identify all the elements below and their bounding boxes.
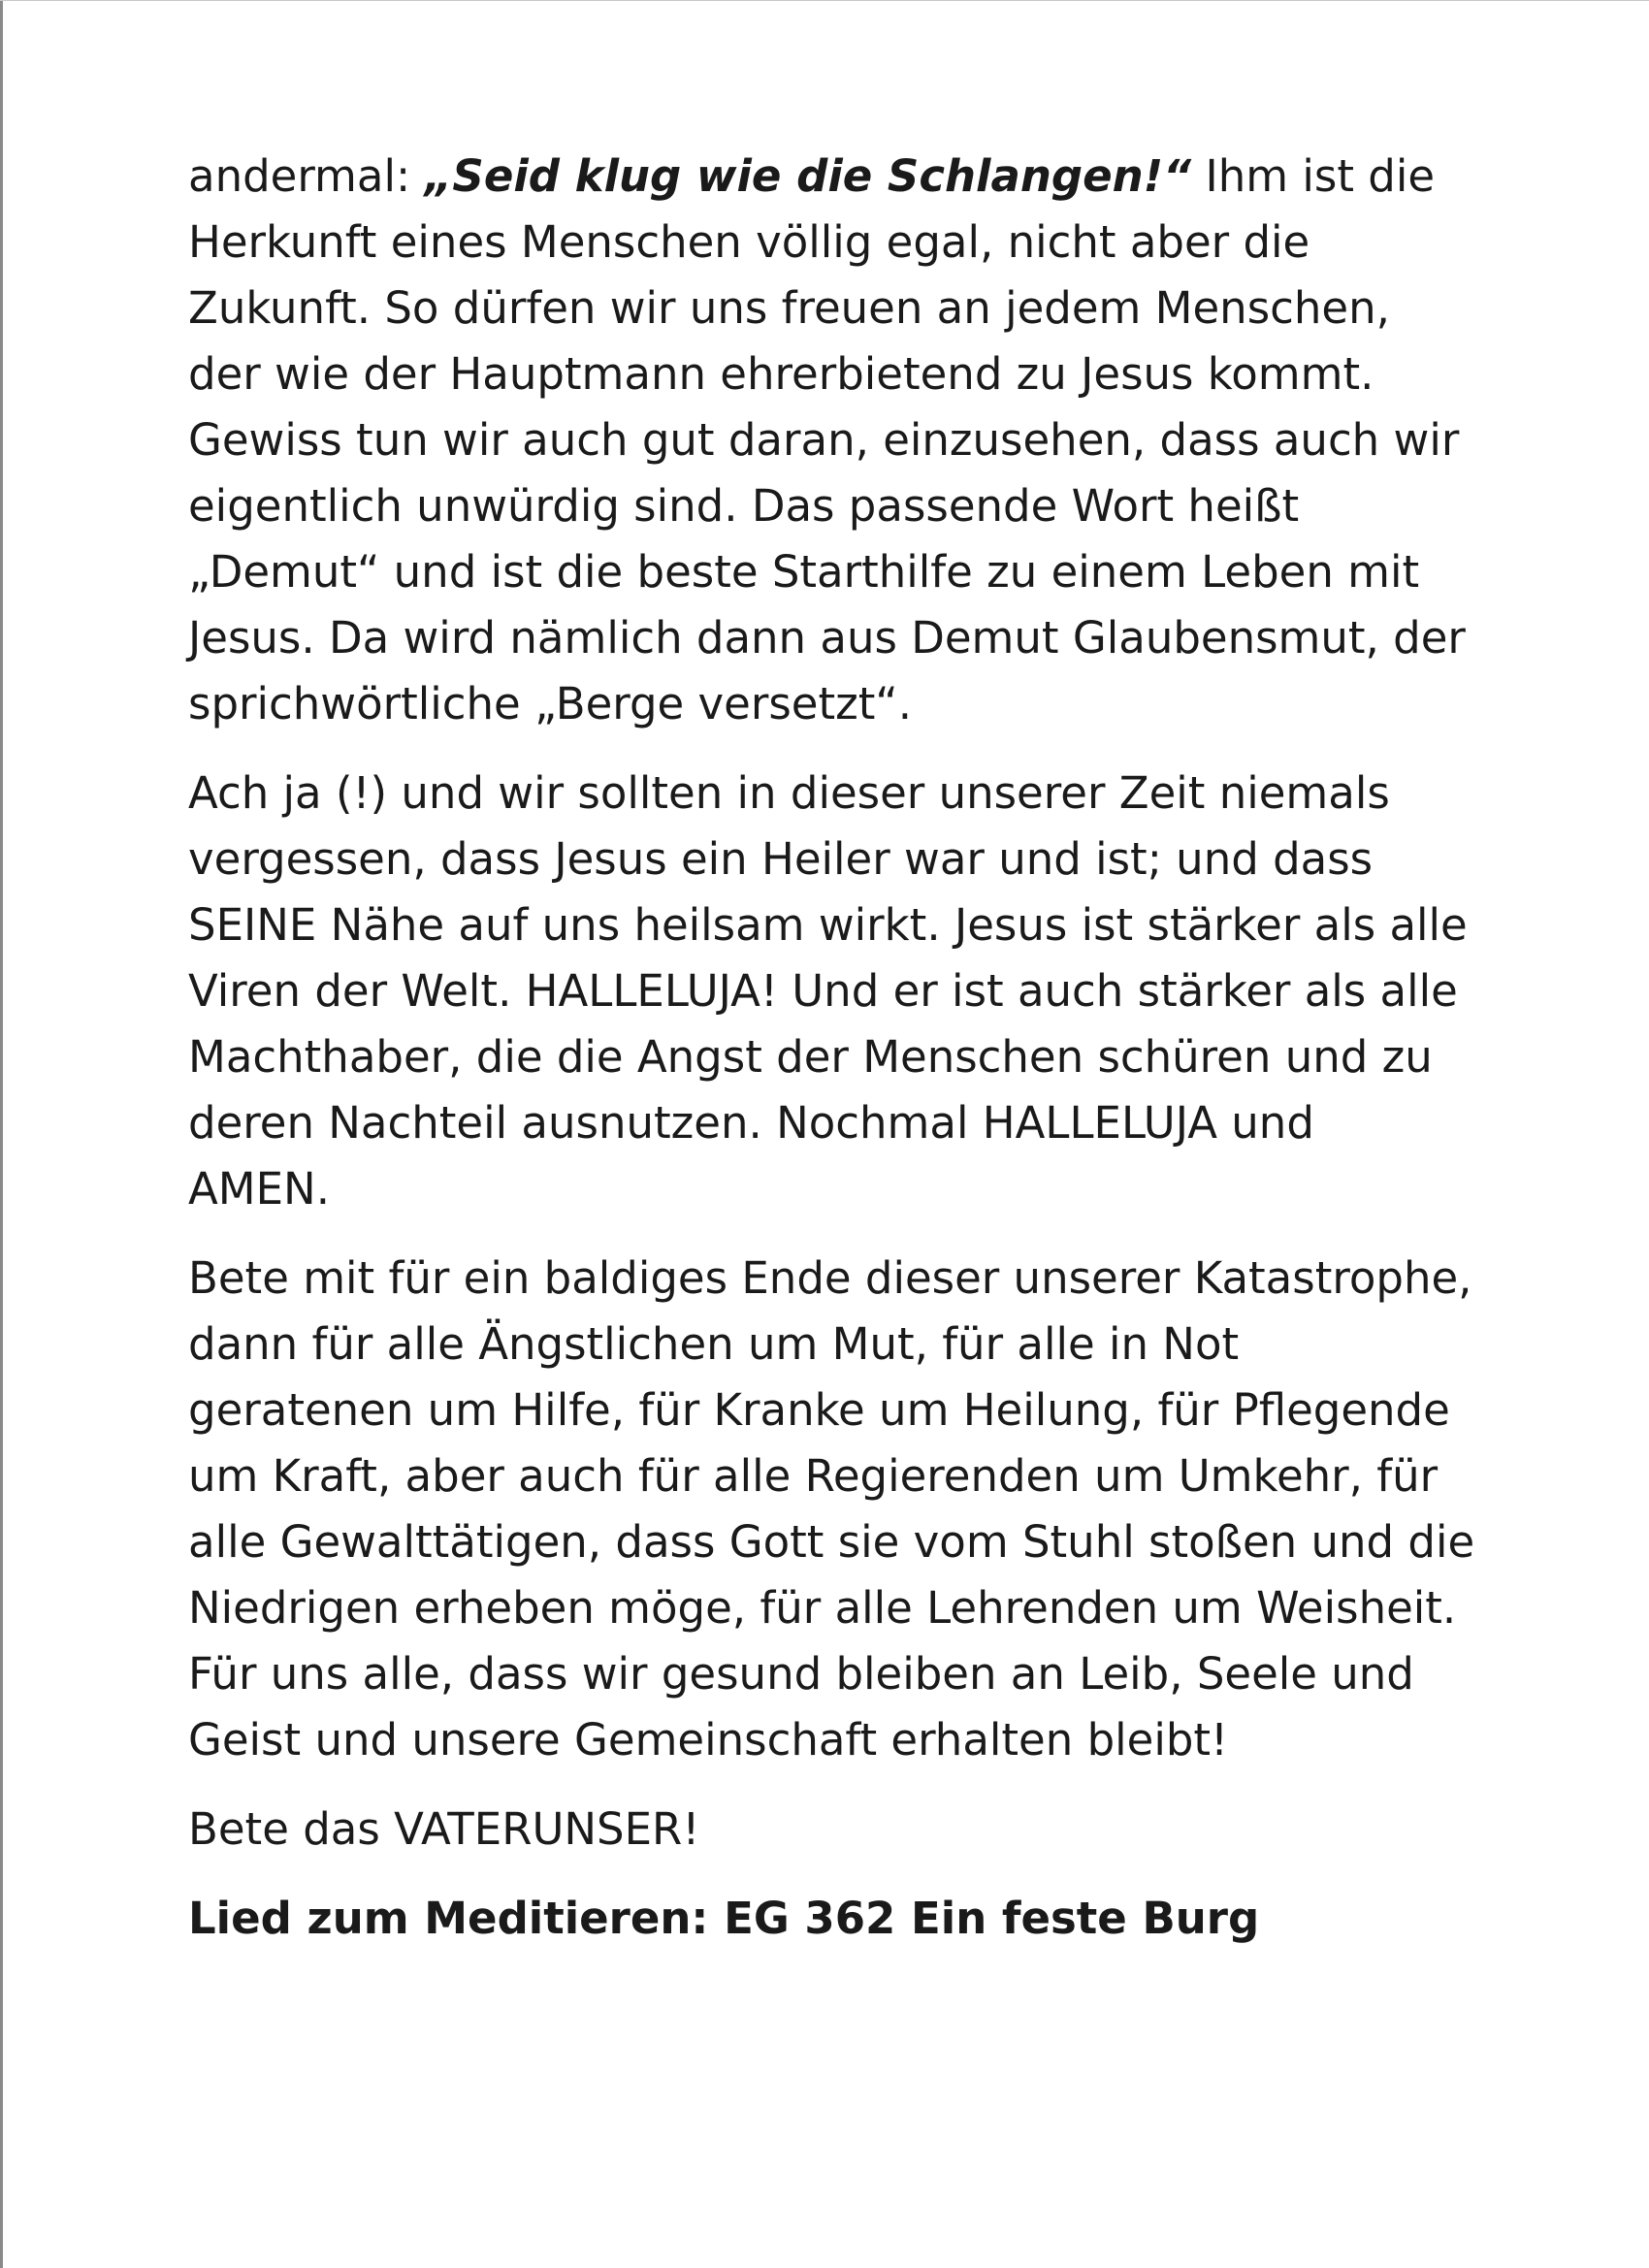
scan-edge-left [0, 0, 3, 2268]
song-title: Lied zum Meditieren: EG 362 Ein feste Burg [188, 1893, 1260, 1944]
paragraph-3-line-4: um Kraft, aber auch für alle Regierenden um Umkehr, für [188, 1450, 1439, 1502]
paragraph-1-line-7: „Demut“ und ist die beste Starthilfe zu einem Leben mit [188, 546, 1420, 598]
line-suffix: Ihm ist die [1191, 150, 1436, 202]
paragraph-1-line-9: sprichwörtliche „Berge versetzt“. [188, 678, 913, 729]
paragraph-3-line-3: geratenen um Hilfe, für Kranke um Heilung, für Pflegende [188, 1384, 1450, 1436]
paragraph-2-line-6: deren Nachteil ausnutzen. Nochmal HALLELUJA und [188, 1097, 1314, 1149]
paragraph-2-line-1: Ach ja (!) und wir sollten in dieser unserer Zeit niemals [188, 767, 1390, 819]
paragraph-1 [188, 144, 1488, 737]
paragraph-5 [188, 1886, 1488, 1952]
paragraph-3-line-8: Geist und unsere Gemeinschaft erhalten bleibt! [188, 1714, 1229, 1766]
paragraph-1-line-8: Jesus. Da wird nämlich dann aus Demut Glaubensmut, der [188, 612, 1466, 664]
paragraph-3-line-6: Niedrigen erheben möge, für alle Lehrenden um Weisheit. [188, 1582, 1457, 1634]
paragraph-1-line-6: eigentlich unwürdig sind. Das passende Wort heißt [188, 480, 1300, 532]
prayer-instruction: Bete das VATERUNSER! [188, 1803, 700, 1855]
paragraph-3-line-7: Für uns alle, dass wir gesund bleiben an Leib, Seele und [188, 1648, 1414, 1700]
paragraph-2-line-5: Machthaber, die die Angst der Menschen schüren und zu [188, 1031, 1433, 1083]
paragraph-1-line-2: Herkunft eines Menschen völlig egal, nicht aber die [188, 216, 1310, 268]
paragraph-2-line-4: Viren der Welt. HALLELUJA! Und er ist auch stärker als alle [188, 965, 1458, 1017]
body-text [188, 144, 1488, 1975]
paragraph-3-line-2: dann für alle Ängstlichen um Mut, für alle in Not [188, 1318, 1240, 1370]
paragraph-3-line-1: Bete mit für ein baldiges Ende dieser unserer Katastrophe, [188, 1252, 1472, 1304]
paragraph-3-line-5: alle Gewalttätigen, dass Gott sie vom Stuhl stoßen und die [188, 1516, 1475, 1568]
paragraph-1-line-4: der wie der Hauptmann ehrerbietend zu Jesus kommt. [188, 348, 1374, 400]
paragraph-1-line-1 [188, 144, 1488, 210]
paragraph-2-line-7: AMEN. [188, 1163, 331, 1215]
paragraph-2-line-2: vergessen, dass Jesus ein Heiler war und ist; und dass [188, 833, 1374, 885]
line-prefix: andermal: [188, 150, 425, 202]
paragraph-3 [188, 1246, 1488, 1773]
paragraph-1-line-3: Zukunft. So dürfen wir uns freuen an jedem Menschen, [188, 282, 1390, 334]
paragraph-2 [188, 761, 1488, 1222]
bible-quote: „Seid klug wie die Schlangen!“ [424, 150, 1192, 202]
paragraph-4 [188, 1797, 1488, 1863]
paragraph-1-line-5: Gewiss tun wir auch gut daran, einzusehen, dass auch wir [188, 414, 1460, 466]
scan-edge-top [0, 0, 1649, 1]
paragraph-2-line-3: SEINE Nähe auf uns heilsam wirkt. Jesus ist stärker als alle [188, 899, 1468, 951]
